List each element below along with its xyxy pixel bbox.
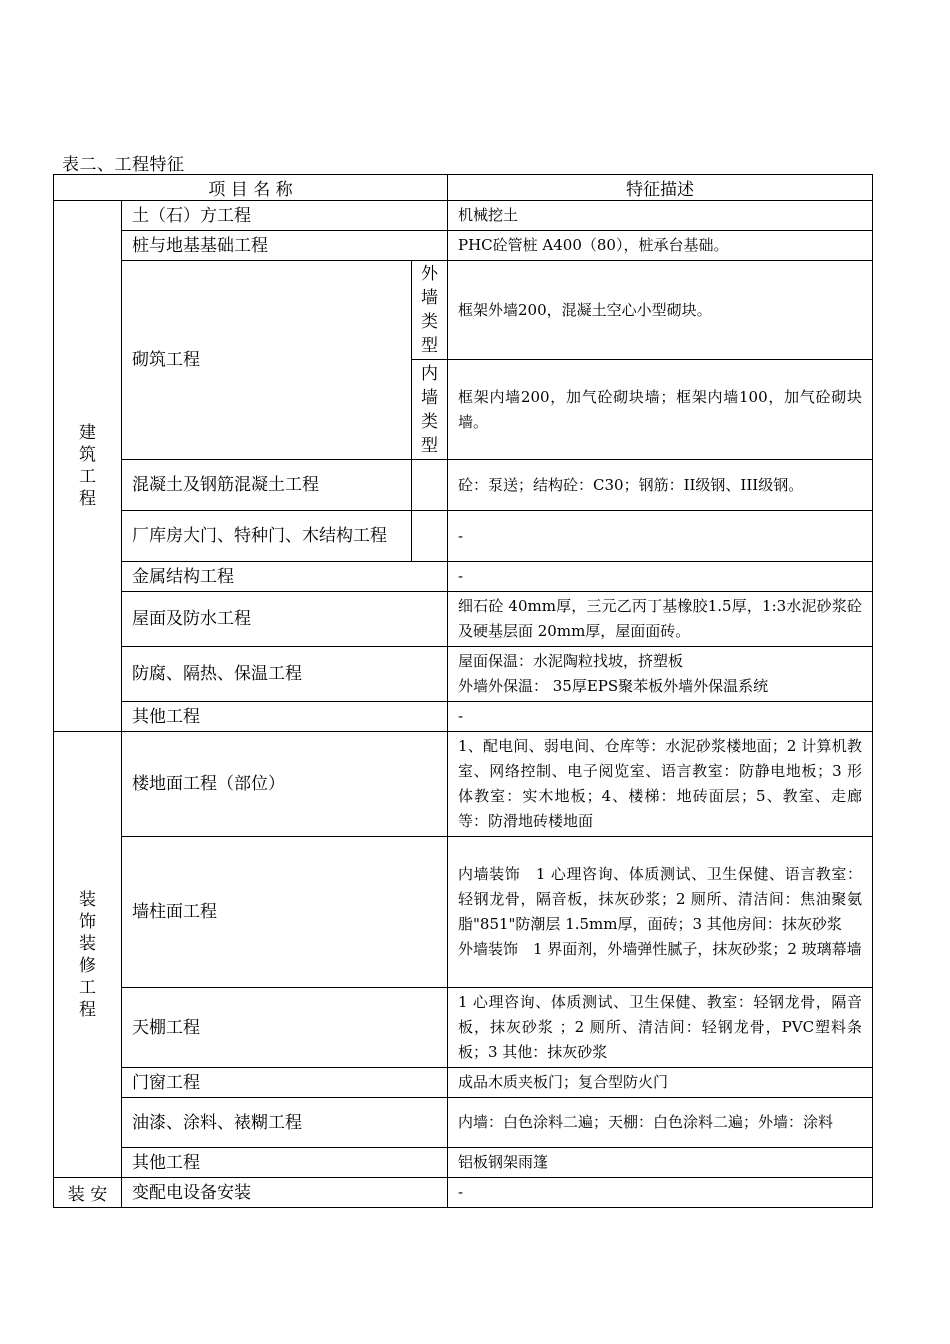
table-row bbox=[54, 1098, 873, 1148]
item-desc: 机械挖土 bbox=[448, 201, 873, 231]
item-desc: 内墙：白色涂料二遍；天棚：白色涂料二遍；外墙：涂料 bbox=[448, 1098, 873, 1148]
category-installation: 装 安 bbox=[54, 1178, 122, 1208]
table-row bbox=[54, 647, 873, 702]
header-feature-desc: 特征描述 bbox=[448, 175, 873, 201]
item-name: 天棚工程 bbox=[122, 988, 448, 1068]
desc-line: 外墙外保温： 35厚EPS聚苯板外墙外保温系统 bbox=[458, 677, 769, 695]
table-row bbox=[54, 261, 873, 360]
table-row bbox=[54, 1178, 873, 1208]
item-name: 楼地面工程（部位） bbox=[122, 732, 448, 837]
item-name: 变配电设备安装 bbox=[122, 1178, 448, 1208]
table-row bbox=[54, 592, 873, 647]
item-name: 混凝土及钢筋混凝土工程 bbox=[122, 460, 412, 511]
item-desc: 1、配电间、弱电间、仓库等：水泥砂浆楼地面；2 计算机教室、网络控制、电子阅览室、语言教室：防静电地板；3 形体教室：实木地板；4、楼梯：地砖面层；5、教室、走廊等：防滑地砖楼地面 bbox=[448, 732, 873, 837]
item-name: 防腐、隔热、保温工程 bbox=[122, 647, 448, 702]
table-row bbox=[54, 511, 873, 562]
item-name: 屋面及防水工程 bbox=[122, 592, 448, 647]
header-item-name: 项 目 名 称 bbox=[54, 175, 448, 201]
category-decoration bbox=[54, 732, 122, 1178]
item-desc: 框架内墙200，加气砼砌块墙；框架内墙100，加气砼砌块墙。 bbox=[448, 360, 873, 460]
item-desc: - bbox=[448, 511, 873, 562]
item-desc: 铝板钢架雨篷 bbox=[448, 1148, 873, 1178]
page-title: 表二、工程特征 bbox=[62, 155, 185, 175]
table-row bbox=[54, 460, 873, 511]
table-row bbox=[54, 1068, 873, 1098]
sub-type-text: 外 墙 类 型 bbox=[421, 264, 438, 356]
sub-type-text: 内 墙 类 型 bbox=[421, 363, 438, 456]
table-row bbox=[54, 732, 873, 837]
item-desc: - bbox=[448, 562, 873, 592]
category-building bbox=[54, 201, 122, 732]
table-row bbox=[54, 702, 873, 732]
item-desc: 框架外墙200，混凝土空心小型砌块。 bbox=[448, 261, 873, 360]
item-name: 墙柱面工程 bbox=[122, 837, 448, 988]
table-row bbox=[54, 201, 873, 231]
desc-line: 外墙装饰 1 界面剂，外墙弹性腻子，抹灰砂浆；2 玻璃幕墙 bbox=[458, 940, 862, 958]
category-label: 装 饰 装 修 工 程 bbox=[79, 889, 96, 1020]
item-desc bbox=[448, 647, 873, 702]
item-desc: 细石砼 40mm厚，三元乙丙丁基橡胶1.5厚，1:3水泥砂浆砼及硬基层面 20mm厚，屋面面砖。 bbox=[448, 592, 873, 647]
item-name: 桩与地基基础工程 bbox=[122, 231, 448, 261]
category-label: 建 筑 工 程 bbox=[79, 423, 96, 509]
table-row bbox=[54, 837, 873, 988]
item-desc: 1 心理咨询、体质测试、卫生保健、教室：轻钢龙骨，隔音板，抹灰砂浆 ；2 厕所、清洁间：轻钢龙骨，PVC塑料条板；3 其他：抹灰砂浆 bbox=[448, 988, 873, 1068]
table-header-row bbox=[54, 175, 873, 201]
item-desc bbox=[448, 837, 873, 988]
empty-cell bbox=[412, 460, 448, 511]
item-name: 砌筑工程 bbox=[122, 261, 412, 460]
sub-type-label bbox=[412, 261, 448, 360]
item-name: 土（石）方工程 bbox=[122, 201, 448, 231]
table-row bbox=[54, 231, 873, 261]
item-desc: 砼：泵送；结构砼：C30；钢筋：II级钢、III级钢。 bbox=[448, 460, 873, 511]
item-name: 门窗工程 bbox=[122, 1068, 448, 1098]
item-desc: - bbox=[448, 1178, 873, 1208]
item-name: 其他工程 bbox=[122, 702, 448, 732]
item-name: 油漆、涂料、裱糊工程 bbox=[122, 1098, 448, 1148]
table-row bbox=[54, 988, 873, 1068]
table-row bbox=[54, 1148, 873, 1178]
table-row bbox=[54, 562, 873, 592]
empty-cell bbox=[412, 511, 448, 562]
desc-line: 屋面保温：水泥陶粒找坡，挤塑板 bbox=[458, 652, 684, 670]
feature-table bbox=[53, 174, 873, 1208]
item-desc: 成品木质夹板门；复合型防火门 bbox=[448, 1068, 873, 1098]
item-desc: PHC砼管桩 A400（80），桩承台基础。 bbox=[448, 231, 873, 261]
item-name: 金属结构工程 bbox=[122, 562, 448, 592]
item-desc: - bbox=[448, 702, 873, 732]
item-name: 其他工程 bbox=[122, 1148, 448, 1178]
desc-line: 内墙装饰 1 心理咨询、体质测试、卫生保健、语言教室：轻钢龙骨，隔音板，抹灰砂浆；2 厕所、清洁间：焦油聚氨脂"851"防潮层 1.5mm厚，面砖；3 其他房间：抹灰砂浆 bbox=[458, 865, 862, 933]
item-name: 厂库房大门、特种门、木结构工程 bbox=[122, 511, 412, 562]
sub-type-label bbox=[412, 360, 448, 460]
